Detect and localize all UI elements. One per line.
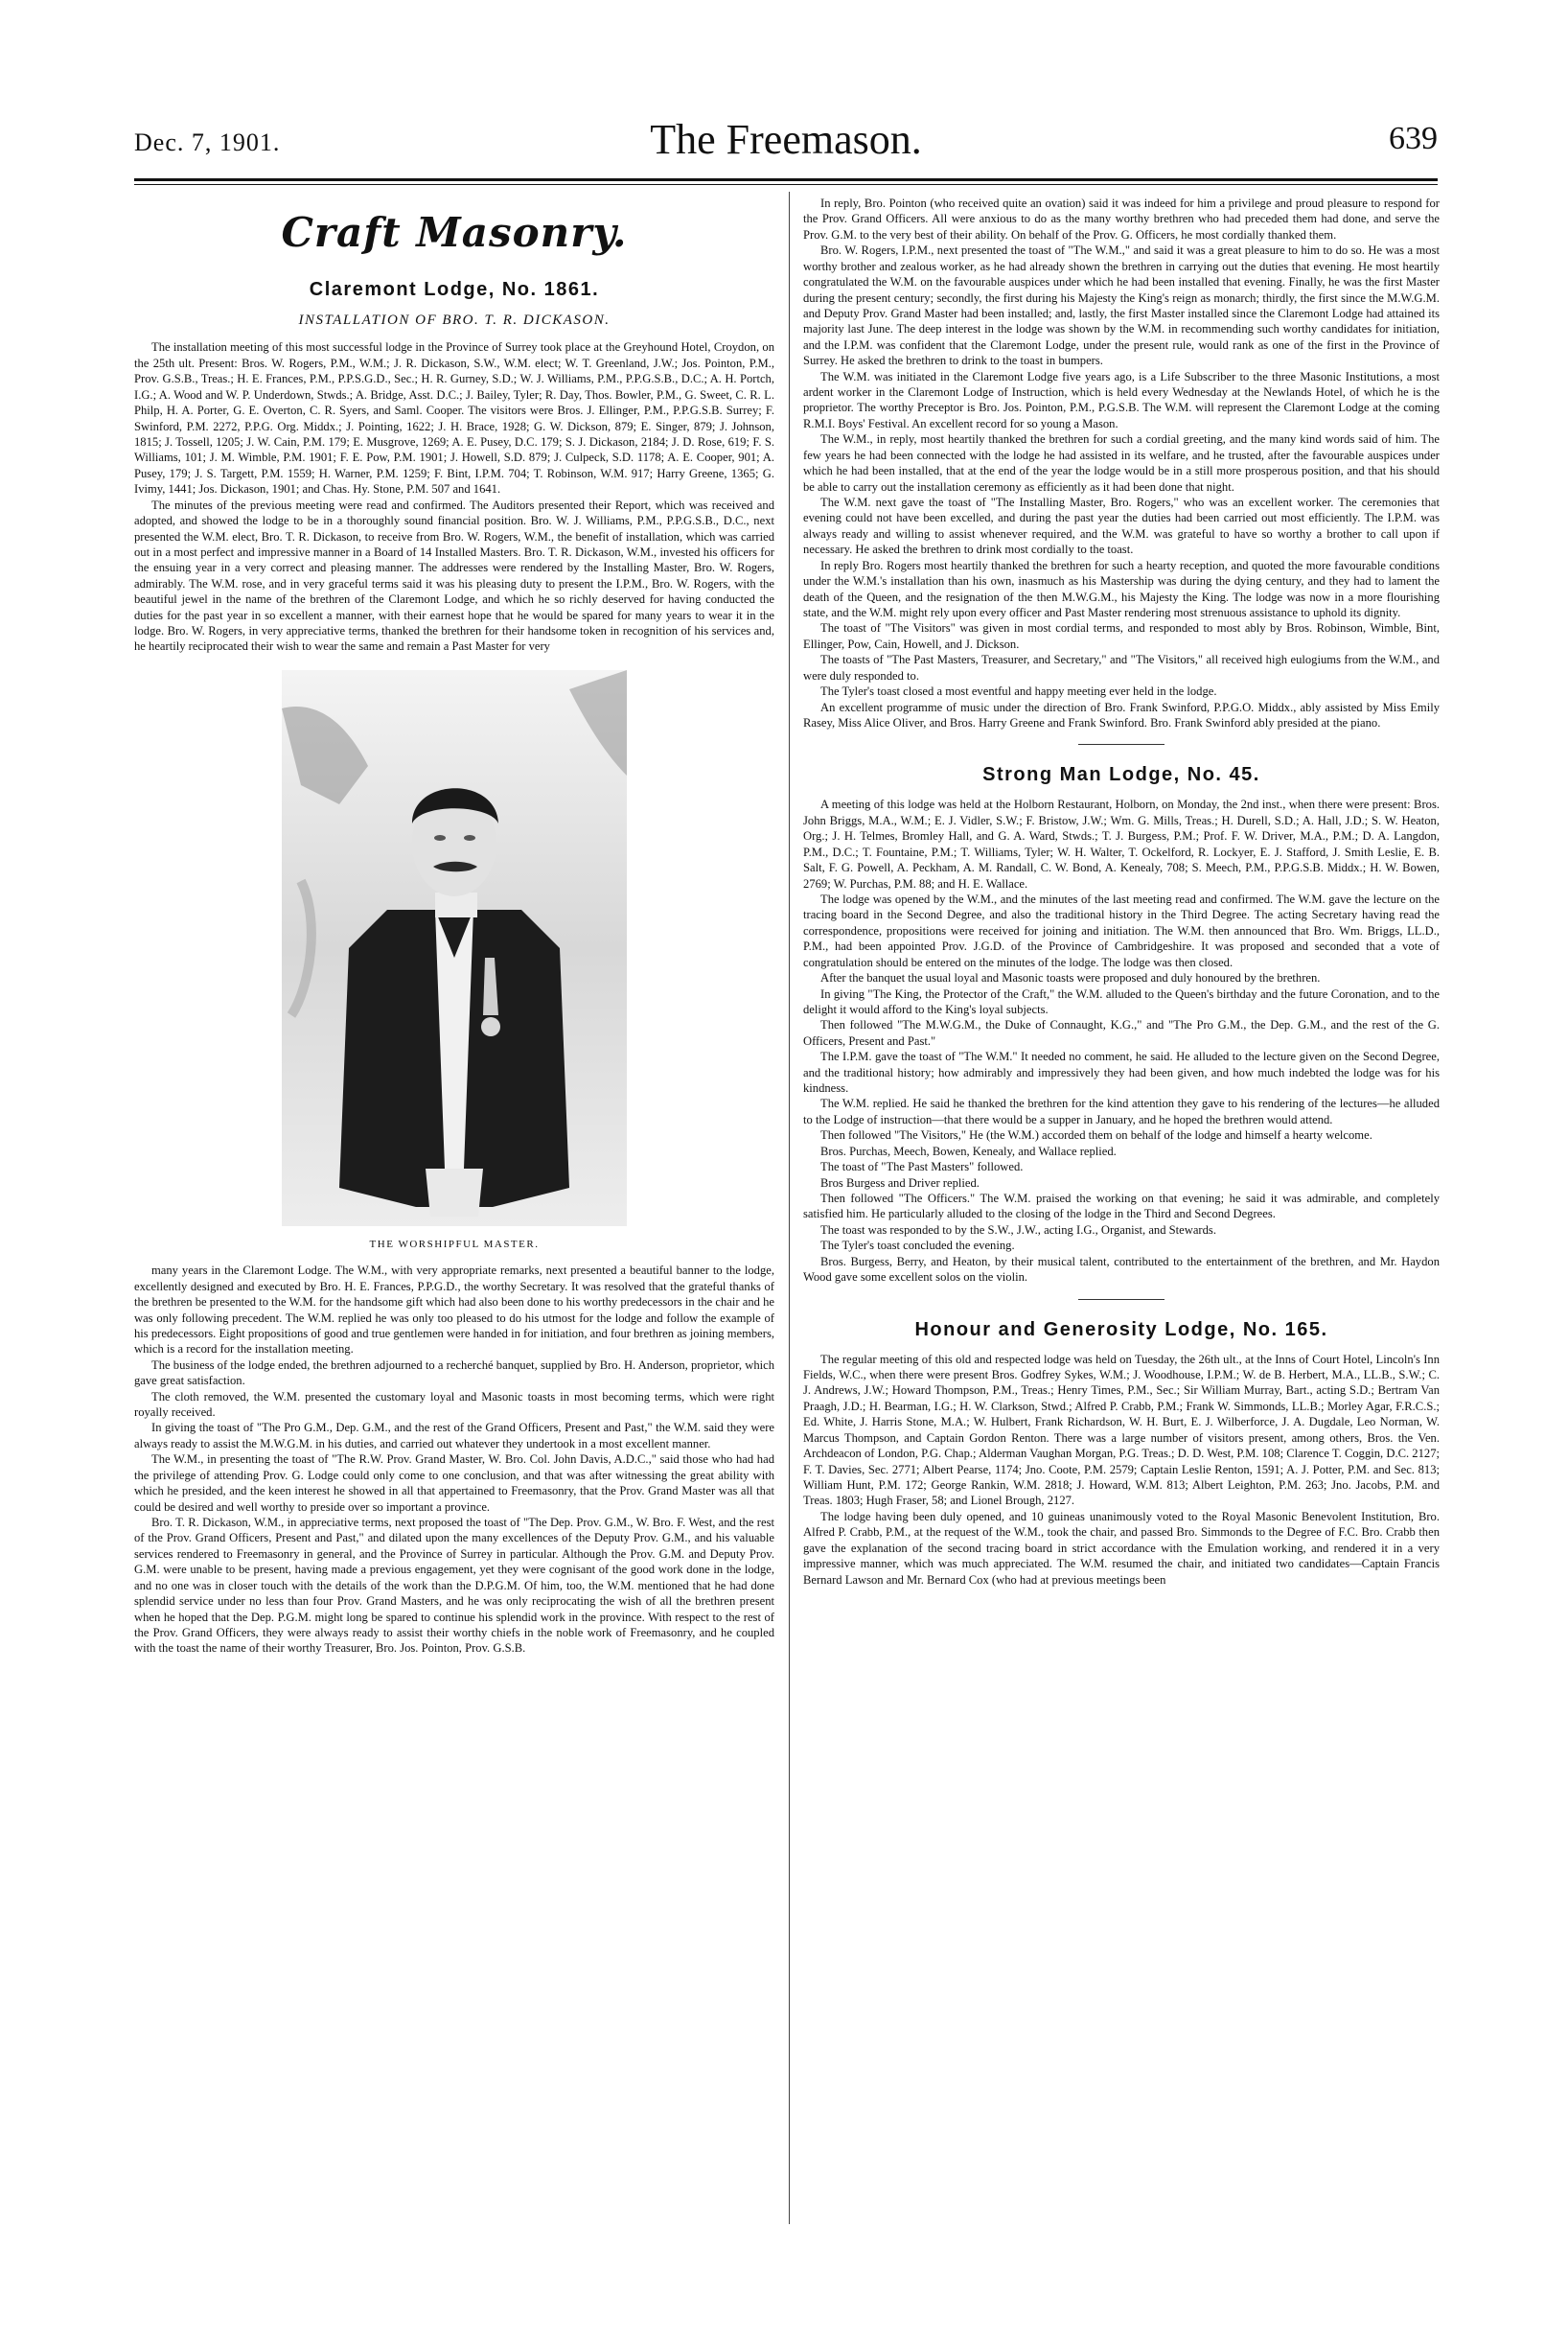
claremont-paragraph: The W.M. next gave the toast of "The Installing Master, Bro. Rogers," who was an excellent worker. The ceremonies that evening could not have been excelled, and during the past year the duties had been carried out most efficiently. The I.P.M. was always ready and willing to assist whenever required, and the W.M. was grateful to have so worthy a brother to call upon if necessary. He asked the brethren to drink most cordially to the toast. xyxy=(803,496,1440,557)
page-header xyxy=(134,115,1438,173)
claremont-paragraph: many years in the Claremont Lodge. The W.M., with very appropriate remarks, next presented a beautiful banner to the lodge, excellently designed and executed by Bro. H. E. Frances, P.P.G.D., the worthy Secretary. It was resolved that the grateful thanks of the brethren be presented to the W.M. for the handsome gift which had also been done to his worthy predecessors in the chair and he was only following precedent. The W.M. replied he was only too pleased to do his utmost for the lodge and follow the example of his predecessors. Eight propositions of good and true gentlemen were handed in for initiation, and four brethren as joining members, which is a record for the installation meeting. xyxy=(134,1264,775,1357)
honour-generosity-paragraph: The lodge having been duly opened, and 10 guineas unanimously voted to the Royal Masonic Benevolent Institution, Bro. Alfred P. Crabb, P.M., at the request of the W.M., took the chair, and passed Bro. Simmonds to the Degree of F.C. Bro. Crabb then gave the explanation of the second tracing board in strict accordance with the Emulation working, and rendered it in a very impressive manner, which was much appreciated. The W.M. resumed the chair, and initiated two candidates—Captain Francis Bernard Lawson and Mr. Bernard Cox (who had at previous meetings been xyxy=(803,1509,1440,1587)
claremont-paragraph: In giving the toast of "The Pro G.M., Dep. G.M., and the rest of the Grand Officers, Present and Past," the W.M. said they were always ready to assist the M.W.G.M. in his duties, and carried out whatever they undertook in a most excellent manner. xyxy=(134,1421,774,1450)
claremont-paragraph: The business of the lodge ended, the brethren adjourned to a recherché banquet, supplied by Bro. H. Anderson, proprietor, which gave great satisfaction. xyxy=(134,1357,774,1388)
strong-man-paragraph: The W.M. replied. He said he thanked the brethren for the kind attention they gave to his rendering of the lectures—he alluded to the Lodge of instruction—that there would be a supper in January, and he hoped the brethren would attend. xyxy=(803,1097,1440,1126)
strong-man-paragraph: Then followed "The M.W.G.M., the Duke of Connaught, K.G.," and "The Pro G.M., the Dep. G.M., and the rest of the G. Officers, Present and Past." xyxy=(803,1018,1440,1048)
article-separator xyxy=(1078,1299,1164,1300)
page-number: 639 xyxy=(1389,121,1438,156)
claremont-paragraph: The installation meeting of this most successful lodge in the Province of Surrey took place at the Greyhound Hotel, Croydon, on the 25th ult. Present: Bros. W. Rogers, P.M., W.M.; J. R. Dickason, S.W., W.M. elect; W. T. Greenland, J.W.; Jos. Pointon, P.M., Prov. G.S.B., Treas.; H. E. Frances, P.M., P.P.S.G.D., Sec.; H. R. Gurney, S.D.; W. J. Williams, P.M., P.P.G.S.B., D.C.; A. H. Portch, I.G.; A. Wood and W. P. Underdown, Stwds.; A. Bridge, Asst. D.C.; J. Bailey, Tyler; R. Day, Thos. Bowler, P.M., G. Sweet, C. R. L. Philp, H. A. Porter, G. E. Overton, C. R. Syers, and Saml. Cooper. The visitors were Bros. J. Ellinger, P.M., P.P.G.S.B. Surrey; F. Swinford, P.M. 2272, P.P.G. Org. Middx.; J. Pointing, 1622; J. H. Brace, 1928; G. W. Dickson, 879; E. Singer, 879; J. Johnson, 1815; J. Tossell, 1205; J. W. Cain, P.M. 179; E. Musgrove, 1269; A. E. Pusey, D.C. 179; S. J. Dickason, 2184; J. D. Rose, 619; F. S. Williams, 101; J. M. Wimble, P.M. 1901; F. E. Pow, P.M. 1901; J. Howell, S.D. 879; J. Culpeck, S.D. 1178; A. E. Cooper, 901; A. Pusey, 179; J. S. Targett, P.M. 1559; H. Warner, P.M. 1259; F. Bint, I.P.M. 704; T. Robinson, W.M. 917; Harry Greene, 1365; G. Ivimy, 1441; Jos. Dickason, 1901; and Chas. Hy. Stone, P.M. 507 and 1641. xyxy=(134,340,774,497)
portrait-image xyxy=(282,670,627,1226)
strong-man-paragraph: Bros Burgess and Driver replied. xyxy=(820,1175,980,1190)
portrait-caption: THE WORSHIPFUL MASTER. xyxy=(369,1238,540,1250)
article-separator xyxy=(1078,744,1164,745)
honour-generosity-lodge-title: Honour and Generosity Lodge, No. 165. xyxy=(914,1318,1328,1340)
header-rule-thin xyxy=(134,184,1438,185)
claremont-paragraph: The Tyler's toast closed a most eventful and happy meeting ever held in the lodge. xyxy=(820,684,1217,699)
strong-man-paragraph: The Tyler's toast concluded the evening. xyxy=(820,1239,1015,1253)
column-divider xyxy=(789,192,790,2224)
claremont-paragraph: The W.M., in presenting the toast of "The R.W. Prov. Grand Master, W. Bro. Col. John Davis, A.D.C.," said those who had had the privilege of attending Prov. G. Lodge could only come to one conclusion, and that was after witnessing the great ability with which he presided, and the keen interest he showed in all that appertained to Freemasonry, that the Prov. Grand Master was all that could be desired and well worthy to preside over so important a province. xyxy=(134,1452,774,1514)
right-column xyxy=(803,196,1440,1588)
claremont-paragraph: An excellent programme of music under the direction of Bro. Frank Swinford, P.P.G.O. Middx., ably assisted by Miss Emily Rasey, Miss Alice Oliver, and Bros. Harry Greene and Frank Swinford. Bro. Frank Swinford ably presided at the piano. xyxy=(803,700,1440,730)
claremont-paragraph: In reply, Bro. Pointon (who received quite an ovation) said it was indeed for him a privilege and proud pleasure to respond for the Prov. Grand Officers. All were anxious to do as the many worthy brethren who had preceded them had done, and serve the Prov. G.M. to the very best of their ability. On behalf of the Prov. G. Officers, he most cordially thanked them. xyxy=(803,197,1440,242)
strong-man-paragraph: Bros. Purchas, Meech, Bowen, Kenealy, and Wallace replied. xyxy=(820,1144,1117,1158)
claremont-lodge-title: Claremont Lodge, No. 1861. xyxy=(309,278,600,300)
header-rule-thick xyxy=(134,178,1438,181)
strong-man-paragraph: Then followed "The Officers." The W.M. praised the working on that evening; he said it was admirable, and completely satisfied him. He particularly alluded to the closing of the lodge in the Third and Second Degrees. xyxy=(803,1191,1440,1221)
strong-man-paragraph: The lodge was opened by the W.M., and the minutes of the last meeting read and confirmed. The W.M. gave the lecture on the tracing board in the Second Degree, and also the traditional history in the Third Degree. The acting Secretary having read the correspondence, propositions were received for joining and initiation. The W.M. then announced that Bro. Wm. Briggs, LL.D., P.M., had been appointed Prov. J.G.D. of the Province of Cambridgeshire. It was proposed and seconded that a vote of congratulation should be entered on the minutes of the lodge. The lodge was then closed. xyxy=(803,892,1440,969)
claremont-lodge-subtitle: INSTALLATION OF BRO. T. R. DICKASON. xyxy=(298,312,611,328)
strong-man-paragraph: The toast of "The Past Masters" followed. xyxy=(820,1160,1024,1174)
claremont-paragraph: The cloth removed, the W.M. presented the customary loyal and Masonic toasts in most becoming terms, which were right royally received. xyxy=(134,1389,774,1420)
claremont-paragraph: Bro. T. R. Dickason, W.M., in appreciative terms, next proposed the toast of "The Dep. Prov. G.M., W. Bro. F. West, and the rest of the Prov. Grand Officers, Present and Past," and dilated upon the many excellences of the Deputy Prov. G.M., and his valuable services rendered to Freemasonry in general, and the Province of Surrey in particular. Although the Prov. G.M. and Deputy Prov. G.M. were unable to be present, having made a previous engagement, yet they were cognisant of the good work done in the lodge, and no one was in closer touch with the details of the work than the D.P.G.M. Of him, too, the W.M. mentioned that he had done splendid service under no less than four Prov. Grand Masters, and he was only reciprocating the wish of all the brethren present when he hoped that the Dep. P.G.M. might long be spared to continue his splendid work in the province. With respect to the rest of the Prov. Grand Officers, they were always ready to assist their worthy chiefs in the noble work of Freemasonry, and he coupled with the toast the name of their worthy Treasurer, Bro. Jos. Pointon, Prov. G.S.B. xyxy=(134,1515,774,1656)
strong-man-paragraph: After the banquet the usual loyal and Masonic toasts were proposed and duly honoured by the brethren. xyxy=(820,971,1321,986)
strong-man-paragraph: The I.P.M. gave the toast of "The W.M." It needed no comment, he said. He alluded to the lecture given on the Second Degree, and the traditional history; how admirably and impressively they had been given, and how much indebted the lodge was for his kindness. xyxy=(803,1050,1440,1096)
honour-generosity-paragraph: The regular meeting of this old and respected lodge was held on Tuesday, the 26th ult., at the Inns of Court Hotel, Lincoln's Inn Fields, W.C., when there were present Bros. Godfrey Sykes, W.M.; J. Woodhouse, I.P.M.; W. de B. Herbert, M.A., LL.B., S.W.; C. J. Andrews, J.W.; Howard Thompson, P.M., Treas.; Henry Times, P.M., Sec.; Sir William Murray, Bart., acting S.D.; Bertram Van Praagh, J.D.; H. Bearman, I.G.; H. W. Clarkson, Stwd.; Alfred P. Crabb, P.M.; Frank W. Simmonds, LL.B.; Morley Agar, F.R.C.S.; Ed. White, J. Harris Stone, M.A.; W. Hulbert, Frank Richardson, W. H. Burt, E. J. Wilberforce, J. A. Dugdale, Leo Norman, W. Marcus Thompson, and Captain Gordon Renton. There was a large number of visitors present, among others, Bros. the Ven. Archdeacon of London, P.G. Chap.; Alderman Vaughan Morgan, P.G. Treas.; D. D. West, P.M. 108; Clarence T. Coggin, D.C. 2127; F. T. Davies, Sec. 2771; Albert Pearse, 1174; Jno. Coote, P.M. 2579; Captain Leslie Renton, 1591; A. J. Potter, P.M. and Sec. 813; William Hunt, P.M. 172; George Rankin, W.M. 2818; J. Howard, W.M. 813; Albert Leighton, P.M. 263; Jno. Jacobs, P.M. and Treas. 1803; Hugh Fraser, 58; and Lionel Brough, 2127. xyxy=(803,1352,1440,1508)
claremont-paragraph: Bro. W. Rogers, I.P.M., next presented the toast of "The W.M.," and said it was a great pleasure to him to do so. He was a most worthy brother and zealous worker, as he had already shown the brethren in carrying out the duties that evening. He most heartily congratulated the W.M. on the favourable auspices under which he had been installed that evening. Finally, he was the first Master during the present century; secondly, the first during his Majesty the King's reign as monarch; thirdly, the first since the M.W.G.M. and Deputy Prov. Grand Master had been installed; and, lastly, the first Master installed since the Claremont Lodge had attained its majority last June. The deep interest in the lodge was shown by the W.M. in recommending such worthy candidates for initiation, and the I.P.M. was confident that the Claremont Lodge, under the present rule, would rank as one of the first in the Province of Surrey. He asked the brethren to drink to the toast in bumpers. xyxy=(803,244,1440,368)
portrait-figure xyxy=(134,670,774,1251)
claremont-paragraph: The W.M. was initiated in the Claremont Lodge five years ago, is a Life Subscriber to the three Masonic Institutions, a most ardent worker in the Claremont Lodge of Instruction, which is held every Wednesday at the Newlands Hotel, of which he is the proprietor. The worthy Preceptor is Bro. Jos. Pointon, P.M., P.G.S.B. The W.M. will represent the Claremont Lodge at the coming R.M.I. Boys' Festival. An excellent record for so young a Mason. xyxy=(803,369,1440,430)
strong-man-paragraph: Bros. Burgess, Berry, and Heaton, by their musical talent, contributed to the entertainment of the brethren, and Mr. Haydon Wood gave some excellent solos on the violin. xyxy=(803,1254,1440,1285)
strong-man-paragraph: A meeting of this lodge was held at the Holborn Restaurant, Holborn, on Monday, the 2nd inst., when there were present: Bros. John Briggs, M.A., W.M.; E. J. Vidler, S.W.; F. Bristow, J.W.; Wm. G. Mills, Treas.; H. Durell, S.D.; A. Hall, J.D.; S. W. Heaton, Org.; J. H. Telmes, Bromley Hall, and G. A. Ward, Stwds.; T. J. Burgess, P.M.; Prof. F. W. Driver, M.A., P.M.; D. A. Langdon, P.M., D.C.; T. Fountaine, P.M.; T. Williams, Tyler; W. H. Walter, T. Ockelford, R. Lockyer, E. J. Stafford, J. Smith Leslie, E. B. Salt, F. G. Powell, A. Peckham, A. M. Randall, C. W. Bond, A. Kenealy, 708; S. Meech, P.M., P.P.G.S.B. Middx.; H. W. Bowen, 2769; W. Purchas, P.M. 88; and H. E. Wallace. xyxy=(803,798,1440,891)
strong-man-paragraph: In giving "The King, the Protector of the Craft," the W.M. alluded to the Queen's birthday and the future Coronation, and to the delight it would afford to the King's loyal subjects. xyxy=(803,986,1440,1016)
left-column xyxy=(134,196,774,1657)
claremont-paragraph: In reply Bro. Rogers most heartily thanked the brethren for such a hearty reception, and quoted the more favourable conditions under the W.M.'s installation than his own, inasmuch as his Mastership was during the dying century, and they had to lament the death of the Queen, and the resignation of the then M.W.G.M., his Majesty the King. The lodge was now in a more flourishing state, and the W.M. might rely upon every officer and Past Master rendering most strenuous assistance to uphold its dignity. xyxy=(803,558,1440,619)
claremont-paragraph: The minutes of the previous meeting were read and confirmed. The Auditors presented their Report, which was received and adopted, and showed the lodge to be in a thoroughly sound financial position. Bro. W. J. Williams, P.M., P.P.G.S.B., D.C., next presented the W.M. elect, Bro. T. R. Dickason, to receive from Bro. W. Rogers, W.M., the benefit of installation, which was carried out in a most perfect and impressive manner in a Board of 14 Installed Masters. Bro. T. R. Dickason, W.M., invested his officers for the ensuing year in a very correct and pleasing manner. The addresses were rendered by the Installing Master, Bro. W. Rogers, admirably. The W.M. rose, and in very graceful terms said it was his pleasing duty to present the I.P.M., Bro. W. Rogers, with the beautiful jewel in the name of the brethren of the Claremont Lodge, and which he so richly deserved for having conducted the duties for the past year in so excellent a manner, with their earnest hope that he would be spared for many years to wear it in the lodge. Bro. W. Rogers, in very appreciative terms, thanked the brethren for their handsome token in recognition of his services and, he heartily reciprocated their wish to wear the same and remain a Past Master for very xyxy=(134,498,774,654)
claremont-paragraph: The W.M., in reply, most heartily thanked the brethren for such a cordial greeting, and the many kind words said of him. The few years he had been connected with the lodge he had assisted in its welfare, and he trusted, after the favourable auspices under which he had been installed, that at the end of the year the lodge would be in a still more prosperous position, and that his should be able to carry out the installation ceremony as efficiently as it had been done that night. xyxy=(803,432,1440,494)
claremont-paragraph: The toasts of "The Past Masters, Treasurer, and Secretary," and "The Visitors," all received high eulogiums from the W.M., and were duly responded to. xyxy=(803,653,1440,683)
issue-date: Dec. 7, 1901. xyxy=(134,128,281,156)
strong-man-paragraph: Then followed "The Visitors," He (the W.M.) accorded them on behalf of the lodge and himself a hearty welcome. xyxy=(820,1128,1372,1143)
strong-man-lodge-title: Strong Man Lodge, No. 45. xyxy=(982,764,1260,786)
masthead-title: The Freemason. xyxy=(650,116,922,163)
claremont-paragraph: The toast of "The Visitors" was given in most cordial terms, and responded to most ably by Bros. Robinson, Wimble, Bint, Ellinger, Pow, Cain, Howell, and J. Dickson. xyxy=(803,621,1440,651)
strong-man-paragraph: The toast was responded to by the S.W., J.W., acting I.G., Organist, and Stewards. xyxy=(820,1222,1216,1237)
section-title: Craft Masonry. xyxy=(281,209,628,256)
